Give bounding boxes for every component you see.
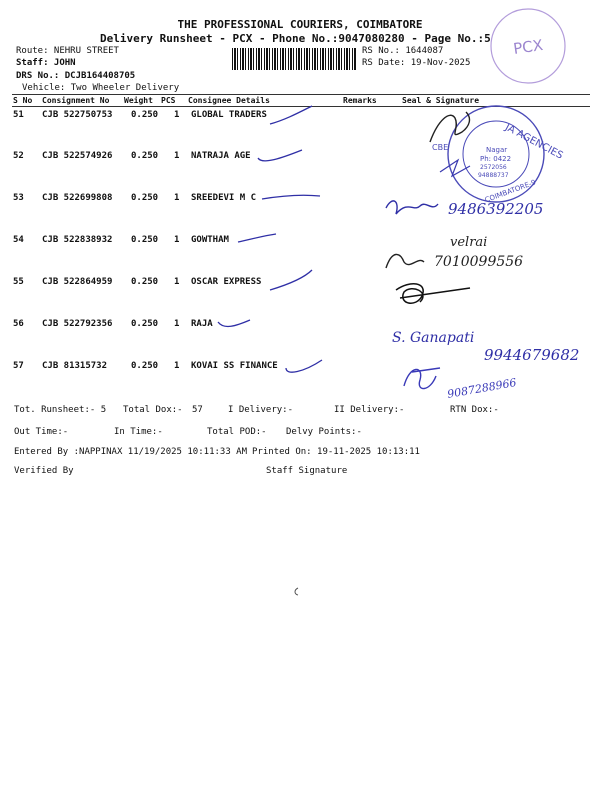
drs-number: DRS No.: DCJB164408705: [16, 71, 136, 81]
row-consignment: CJB 81315732: [42, 361, 108, 371]
phone-row53: 9486392205: [448, 200, 544, 218]
tick-row51: [270, 106, 312, 124]
signature-row53: [386, 201, 438, 214]
row-pcs: 1: [174, 319, 180, 329]
rs-number: RS No.: 1644087: [362, 46, 444, 56]
row-consignment: CJB 522792356: [42, 319, 113, 329]
col-seal: Seal & Signature: [402, 96, 480, 105]
agency-stamp: [430, 106, 565, 204]
signature-row51: [430, 112, 469, 142]
row-weight: 0.250: [131, 319, 159, 329]
tick-row53: [262, 195, 320, 199]
row-pcs: 1: [174, 277, 180, 287]
row-pcs: 1: [174, 151, 180, 161]
row-consignee: NATRAJA AGE: [191, 151, 251, 161]
i-delivery: I Delivery:-: [228, 405, 294, 415]
row-pcs: 1: [174, 110, 180, 120]
route-label: Route: NEHRU STREET: [16, 46, 119, 56]
agency-city: COIMBATORE-9: [483, 178, 537, 205]
phone-row57: 9087288966: [446, 375, 518, 401]
total-dox-label: Total Dox:-: [123, 405, 183, 415]
total-pod: Total POD:-: [207, 427, 267, 437]
pcx-stamp-text: PCX: [512, 36, 545, 58]
tick-row52: [258, 150, 302, 161]
col-weight: Weight: [124, 96, 153, 105]
agency-line3: Ph: 0422: [480, 155, 512, 163]
row-consignment: CJB 522574926: [42, 151, 113, 161]
row-sno: 57: [13, 361, 24, 371]
printed-on: Printed On: 19-11-2025 10:13:11: [252, 447, 420, 457]
in-time: In Time:-: [114, 427, 163, 437]
row-sno: 55: [13, 277, 24, 287]
agency-line4: 2572056: [480, 164, 507, 171]
row-weight: 0.250: [131, 110, 159, 120]
row-consignment: CJB 522838932: [42, 235, 113, 245]
row-weight: 0.250: [131, 151, 159, 161]
staff-label: Staff: JOHN: [16, 58, 76, 68]
row-consignee: GLOBAL TRADERS: [191, 110, 267, 120]
agency-line5: 94888737: [478, 172, 509, 179]
agency-line2: Nagar: [486, 146, 508, 154]
row-sno: 53: [13, 193, 24, 203]
company-title: THE PROFESSIONAL COURIERS, COIMBATORE: [177, 18, 423, 31]
row-pcs: 1: [174, 235, 180, 245]
entered-by: Entered By :NAPPINAX 11/19/2025 10:11:33 AM: [14, 447, 247, 457]
row-consignee: KOVAI SS FINANCE: [191, 361, 278, 371]
row-pcs: 1: [174, 193, 180, 203]
tot-runsheet: Tot. Runsheet:- 5: [14, 405, 107, 415]
name-row56: S. Ganapati: [392, 330, 475, 346]
tick-marks: [218, 106, 322, 372]
row-sno: 56: [13, 319, 24, 329]
total-dox-value: 57: [192, 405, 203, 415]
signature-row55: [396, 284, 470, 303]
row-consignment: CJB 522864959: [42, 277, 113, 287]
signature-row52: [440, 160, 470, 176]
row-weight: 0.250: [131, 235, 159, 245]
verified-by: Verified By: [14, 466, 74, 476]
tick-row56: [218, 320, 250, 326]
row-consignee: SREEDEVI M C: [191, 193, 257, 203]
row-consignee: RAJA: [191, 319, 213, 329]
row-pcs: 1: [174, 361, 180, 371]
row-weight: 0.250: [131, 277, 159, 287]
row-weight: 0.250: [131, 361, 159, 371]
col-consignee: Consignee Details: [188, 96, 270, 105]
staff-signature: Staff Signature: [266, 466, 348, 476]
stray-mark: [295, 588, 298, 595]
rtn-dox: RTN Dox:-: [450, 405, 499, 415]
phone-row54: 7010099556: [434, 254, 524, 270]
row-sno: 52: [13, 151, 24, 161]
row-consignee: GOWTHAM: [191, 235, 229, 245]
col-pcs: PCS: [161, 96, 176, 105]
row-consignment: CJB 522750753: [42, 110, 113, 120]
runsheet-title: Delivery Runsheet - PCX - Phone No.:9047080280 - Page No.:5: [100, 32, 491, 45]
row-sno: 51: [13, 110, 24, 120]
ii-delivery: II Delivery:-: [334, 405, 405, 415]
col-sno: S No: [13, 96, 33, 105]
vehicle-label: Vehicle: Two Wheeler Delivery: [22, 83, 180, 93]
agency-ring-text: JA AGENCIES: [503, 122, 565, 162]
tick-row54: [238, 234, 276, 242]
col-remarks: Remarks: [343, 96, 377, 105]
tick-row55: [270, 270, 312, 290]
pcx-stamp: [491, 9, 565, 83]
row-consignee: OSCAR EXPRESS: [191, 277, 262, 287]
phone-row56: 9944679682: [484, 346, 580, 364]
out-time: Out Time:-: [14, 427, 69, 437]
col-consignment: Consignment No: [42, 96, 110, 105]
rs-date: RS Date: 19-Nov-2025: [362, 58, 471, 68]
delvy-points: Delvy Points:-: [286, 427, 362, 437]
row-weight: 0.250: [131, 193, 159, 203]
signature-row54: [386, 254, 424, 268]
agency-line1: CBE: [432, 143, 449, 152]
row-sno: 54: [13, 235, 24, 245]
row-consignment: CJB 522699808: [42, 193, 113, 203]
name-row54: velrai: [450, 235, 488, 250]
signature-row57: [404, 368, 440, 389]
tick-row57: [286, 360, 322, 372]
